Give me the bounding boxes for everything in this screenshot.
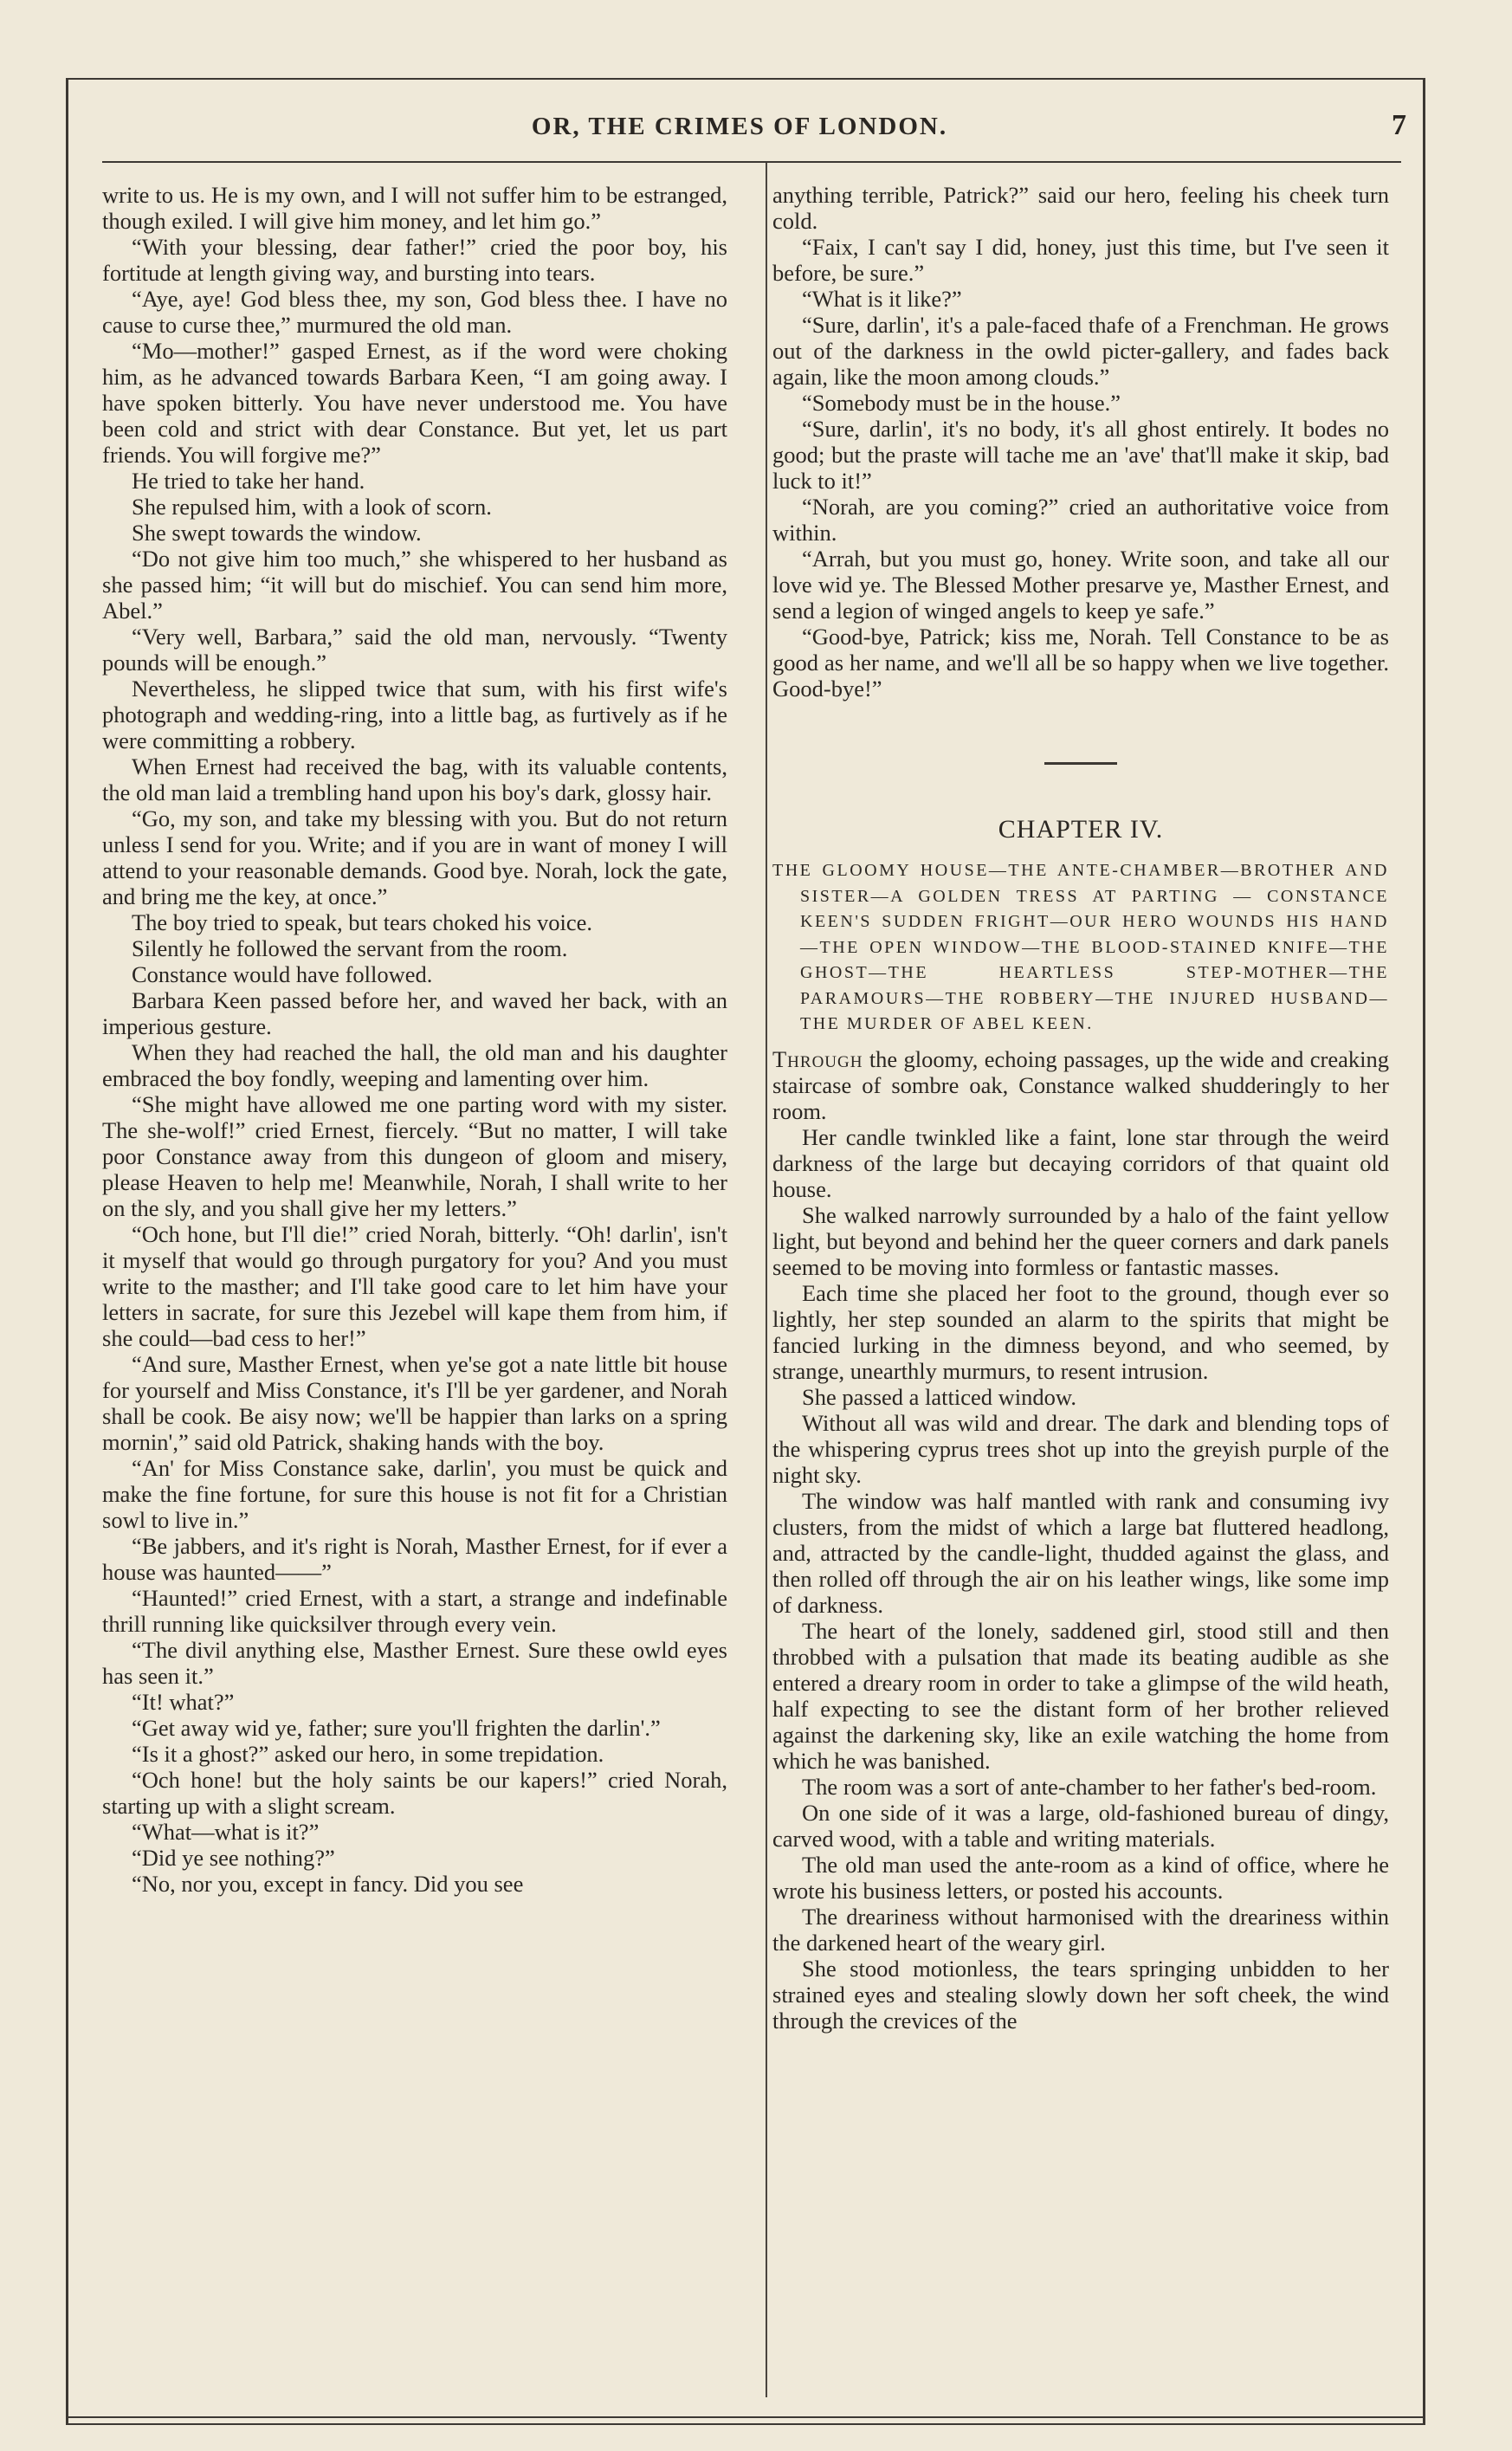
paragraph: The room was a sort of ante-chamber to her father's bed-room. xyxy=(802,1773,1377,1800)
paragraph: “Mo—mother!” gasped Ernest, as if the word were choking him, as he advanced towards Barbara Keen, “I am going away. I have spoken bitterly. You have never understood me. You have been cold and strict with dear Constance. But yet, let us part friends. You will forgive me?” xyxy=(102,338,727,468)
paragraph: “Aye, aye! God bless thee, my son, God bless thee. I have no cause to curse thee,” murmured the old man. xyxy=(102,286,727,338)
bottom-rule xyxy=(66,2416,1425,2418)
paragraph: “Arrah, but you must go, honey. Write soon, and take all our love wid ye. The Blessed Mother presarve ye, Masther Ernest, and send a legion of winged angels to keep ye safe.” xyxy=(772,546,1389,624)
paragraph: “Good-bye, Patrick; kiss me, Norah. Tell Constance to be as good as her name, and we'll all be so happy when we live together. Good-bye!” xyxy=(772,624,1389,702)
right-column xyxy=(772,182,1389,2034)
page-number: 7 xyxy=(1392,109,1406,141)
paragraph: The dreariness without harmonised with the dreariness within the darkened heart of the weary girl. xyxy=(772,1903,1389,1956)
paragraph: Without all was wild and drear. The dark and blending tops of the whispering cyprus trees shot up into the greyish purple of the night sky. xyxy=(772,1409,1389,1488)
paragraph: “Sure, darlin', it's a pale-faced thafe of a Frenchman. He grows out of the darkness in the owld picter-gallery, and fades back again, like the moon among clouds.” xyxy=(772,312,1389,390)
paragraph: He tried to take her hand. xyxy=(132,468,365,494)
paragraph: “She might have allowed me one parting word with my sister. The she-wolf!” cried Ernest, fiercely. “But no matter, I will take poor Constance away from this dungeon of gloom and misery, please Heaven to help me! Meanwhile, Norah, I shall write to her on the sly, and you shall give her my letters.” xyxy=(102,1091,727,1221)
chapter-first-paragraph xyxy=(772,1046,1389,1124)
paragraph: When they had reached the hall, the old man and his daughter embraced the boy fondly, weeping and lamenting over him. xyxy=(102,1039,727,1091)
paragraph: “What—what is it?” xyxy=(132,1819,320,1845)
paragraph: She swept towards the window. xyxy=(132,520,422,546)
paragraph: write to us. He is my own, and I will not suffer him to be estranged, though exiled. I will give him money, and let him go.” xyxy=(102,182,727,234)
paragraph: Silently he followed the servant from the room. xyxy=(132,935,568,961)
paragraph: She repulsed him, with a look of scorn. xyxy=(132,494,492,520)
paragraph: The boy tried to speak, but tears choked his voice. xyxy=(132,909,593,935)
running-title: OR, THE CRIMES OF LONDON. xyxy=(531,113,948,140)
paragraph: “Sure, darlin', it's no body, it's all ghost entirely. It bodes no good; but the praste will tache me an 'ave' that'll make it skip, bad luck to it!” xyxy=(772,416,1389,494)
paragraph: “Get away wid ye, father; sure you'll frighten the darlin'.” xyxy=(132,1715,661,1741)
right-column-top xyxy=(772,182,1389,702)
left-column xyxy=(102,182,727,1897)
paragraph: “With your blessing, dear father!” cried the poor boy, his fortitude at length giving way, and bursting into tears. xyxy=(102,234,727,286)
paragraph: The heart of the lonely, saddened girl, stood still and then throbbed with a pulsation that made its beating audible as she entered a dreary room in order to take a glimpse of the wild heath, half expecting to see the distant form of her brother relieved against the darkening sky, like an exile watching the home from which he was banished. xyxy=(772,1617,1389,1774)
paragraph: “And sure, Masther Ernest, when ye'se got a nate little bit house for yourself and Miss Constance, it's I'll be yer gardener, and Norah shall be cook. Be aisy now; we'll be happier than larks on a spring mornin',” said old Patrick, shaking hands with the boy. xyxy=(102,1351,727,1455)
paragraph: She passed a latticed window. xyxy=(802,1383,1076,1410)
paragraph: On one side of it was a large, old-fashioned bureau of dingy, carved wood, with a table and writing materials. xyxy=(772,1799,1389,1852)
chapter-title: CHAPTER IV. xyxy=(998,815,1164,844)
page-header xyxy=(73,109,1406,158)
column-divider xyxy=(766,163,767,2397)
paragraph: “Is it a ghost?” asked our hero, in some trepidation. xyxy=(132,1741,604,1767)
paragraph: anything terrible, Patrick?” said our hero, feeling his cheek turn cold. xyxy=(772,182,1389,234)
paragraph: “Do not give him too much,” she whispered to her husband as she passed him; “it will but do mischief. You can send him more, Abel.” xyxy=(102,546,727,624)
paragraph: “Och hone! but the holy saints be our kapers!” cried Norah, starting up with a slight scream. xyxy=(102,1767,727,1819)
paragraph: “The divil anything else, Masther Ernest. Sure these owld eyes has seen it.” xyxy=(102,1637,727,1689)
header-rule xyxy=(102,161,1401,163)
paragraph: Constance would have followed. xyxy=(132,961,433,987)
first-word: Through xyxy=(772,1045,863,1072)
section-separator xyxy=(1044,762,1117,765)
paragraph: When Ernest had received the bag, with its valuable contents, the old man laid a trembling hand upon his boy's dark, glossy hair. xyxy=(102,753,727,805)
paragraph: Barbara Keen passed before her, and waved her back, with an imperious gesture. xyxy=(102,987,727,1039)
paragraph: “Go, my son, and take my blessing with you. But do not return unless I send for you. Write; and if you are in want of money I will attend to your reasonable demands. Good bye. Norah, lock the gate, and bring me the key, at once.” xyxy=(102,805,727,909)
paragraph: “It! what?” xyxy=(132,1689,235,1715)
chapter-synopsis: THE GLOOMY HOUSE—THE ANTE-CHAMBER—BROTHER AND SISTER—A GOLDEN TRESS AT PARTING — CONSTANCE KEEN'S SUDDEN FRIGHT—OUR HERO WOUNDS HIS HAND—THE OPEN WINDOW—THE BLOOD-STAINED KNIFE—THE GHOST—THE HEARTLESS STEP-MOTHER—THE PARAMOURS—THE ROBBERY—THE INJURED HUSBAND—THE MURDER OF ABEL KEEN. xyxy=(772,861,1389,1033)
paragraph: “Be jabbers, and it's right is Norah, Masther Ernest, for if ever a house was haunted——” xyxy=(102,1533,727,1585)
paragraph: Nevertheless, he slipped twice that sum, with his first wife's photograph and wedding-ring, into a little bag, as furtively as if he were committing a robbery. xyxy=(102,676,727,753)
paragraph: Her candle twinkled like a faint, lone star through the weird darkness of the large but decaying corridors of that quaint old house. xyxy=(772,1123,1389,1202)
right-column-bottom xyxy=(772,1124,1389,2034)
paragraph: She walked narrowly surrounded by a halo of the faint yellow light, but beyond and behind her the queer corners and dark panels seemed to be moving into formless or fantastic masses. xyxy=(772,1201,1389,1280)
paragraph: The old man used the ante-room as a kind of office, where he wrote his business letters, or posted his accounts. xyxy=(772,1851,1389,1904)
paragraph: “Norah, are you coming?” cried an authoritative voice from within. xyxy=(772,494,1389,546)
paragraph: The window was half mantled with rank and consuming ivy clusters, from the midst of which a large bat fluttered headlong, and, attracted by the candle-light, thudded against the glass, and then rolled off through the air on his leather wings, like some imp of darkness. xyxy=(772,1487,1389,1618)
paragraph: “Very well, Barbara,” said the old man, nervously. “Twenty pounds will be enough.” xyxy=(102,624,727,676)
paragraph: “Somebody must be in the house.” xyxy=(802,390,1121,416)
paragraph: “Och hone, but I'll die!” cried Norah, bitterly. “Oh! darlin', isn't it myself that would go through purgatory for you? And you must write to the masther; and I'll take good care to let him have your letters in sacrate, for sure this Jezebel will kape them from him, if she could—bad cess to her!” xyxy=(102,1221,727,1351)
paragraph: “Did ye see nothing?” xyxy=(132,1845,335,1871)
paragraph: “Faix, I can't say I did, honey, just this time, but I've seen it before, be sure.” xyxy=(772,234,1389,286)
paragraph: “No, nor you, except in fancy. Did you see xyxy=(132,1871,524,1897)
first-paragraph-text: the gloomy, echoing passages, up the wide and creaking staircase of sombre oak, Constance walked shudderingly to her room. xyxy=(772,1045,1389,1124)
paragraph: “An' for Miss Constance sake, darlin', you must be quick and make the fine fortune, for sure this house is not fit for a Christian sowl to live in.” xyxy=(102,1455,727,1533)
paragraph: Each time she placed her foot to the ground, though ever so lightly, her step sounded an alarm to the spirits that might be fancied lurking in the dimness beyond, and who seemed, by strange, unearthly murmurs, to resent intrusion. xyxy=(772,1279,1389,1384)
paragraph: “Haunted!” cried Ernest, with a start, a strange and indefinable thrill running like quicksilver through every vein. xyxy=(102,1585,727,1637)
paragraph: She stood motionless, the tears springing unbidden to her strained eyes and stealing slowly down her soft cheek, the wind through the crevices of the xyxy=(772,1955,1389,2034)
paragraph: “What is it like?” xyxy=(802,286,962,312)
